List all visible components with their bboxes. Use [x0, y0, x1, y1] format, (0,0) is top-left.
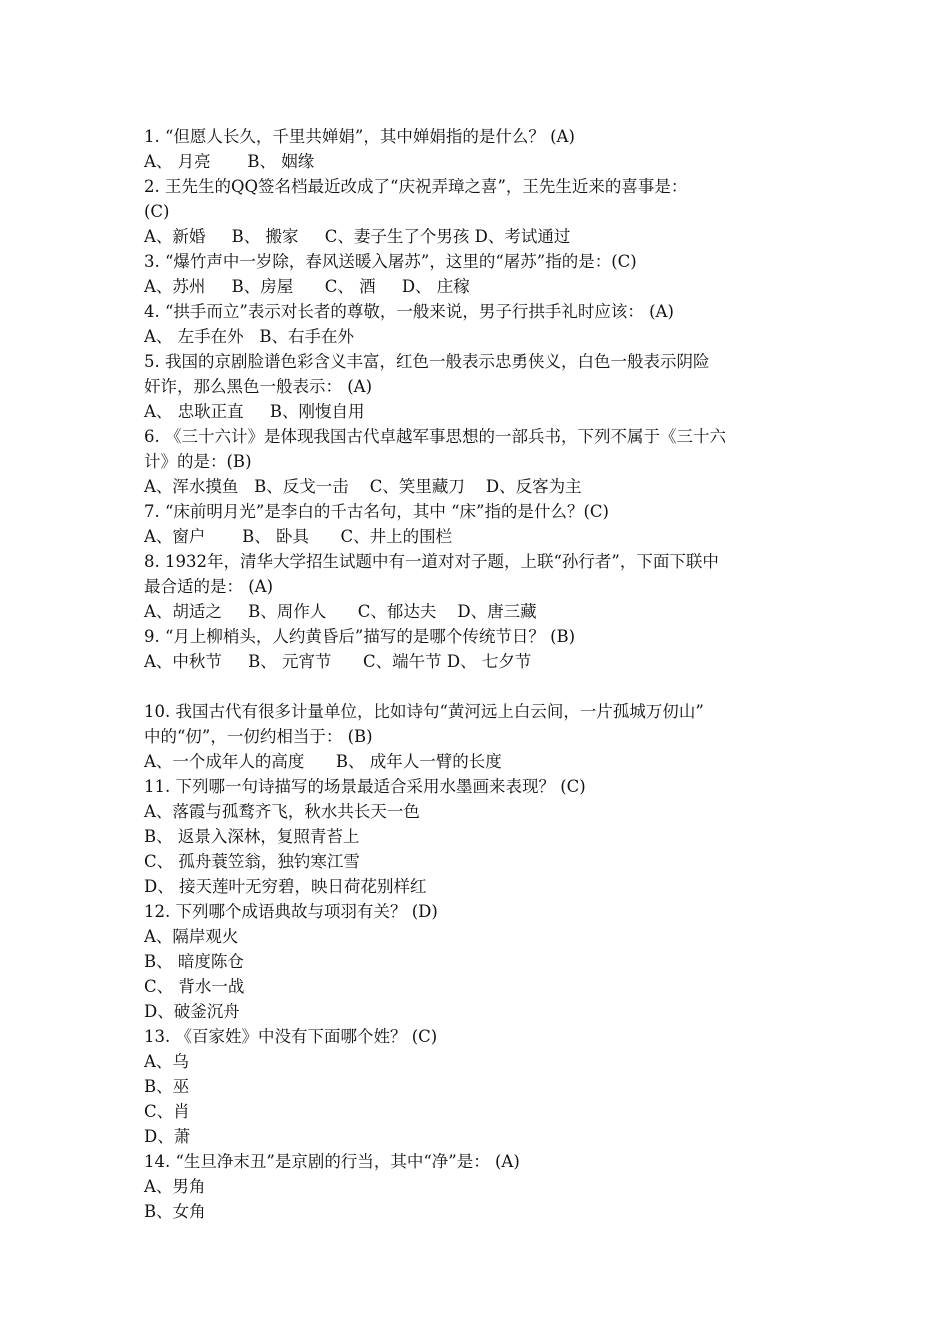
q14-option-b: B、女角 [144, 1202, 206, 1221]
q12-option-a: A、隔岸观火 [144, 927, 239, 946]
q6-question-cont: 计》的是：(B) [144, 452, 252, 471]
q5-options: A、 忠耿正直 B、刚愎自用 [144, 402, 365, 421]
q13-option-a: A、乌 [144, 1052, 189, 1071]
q11-option-d: D、 接天莲叶无穷碧，映日荷花别样红 [144, 877, 427, 896]
q12-option-b: B、 暗度陈仓 [144, 952, 244, 971]
q13-option-b: B、巫 [144, 1077, 190, 1096]
q3-options: A、苏州 B、房屋 C、 酒 D、 庄稼 [144, 277, 470, 296]
q2-question: 2. 王先生的QQ签名档最近改成了“庆祝弄璋之喜”，王先生近来的喜事是： [144, 177, 688, 196]
q14-option-a: A、男角 [144, 1177, 206, 1196]
q10-question: 10. 我国古代有很多计量单位，比如诗句“黄河远上白云间，一片孤城万仞山” [144, 702, 704, 721]
q9-question: 9. “月上柳梢头，人约黄昏后”描写的是哪个传统节日？ (B) [144, 627, 576, 646]
q10-question-cont: 中的“仞”，一仞约相当于： (B) [144, 727, 373, 746]
q12-option-d: D、破釜沉舟 [144, 1002, 240, 1021]
q8-question-cont: 最合适的是： (A) [144, 577, 274, 596]
q9-options: A、中秋节 B、 元宵节 C、端午节 D、 七夕节 [144, 652, 532, 671]
q11-option-a: A、落霞与孤鹜齐飞，秋水共长天一色 [144, 802, 420, 821]
q1-question: 1. “但愿人长久，千里共婵娟”，其中婵娟指的是什么？ (A) [144, 127, 575, 146]
q13-option-d: D、萧 [144, 1127, 191, 1146]
q12-option-c: C、 背水一战 [144, 977, 245, 996]
q13-option-c: C、肖 [144, 1102, 190, 1121]
quiz-document [144, 124, 814, 1224]
q12-question: 12. 下列哪个成语典故与项羽有关？ (D) [144, 902, 438, 921]
q8-question: 8. 1932年，清华大学招生试题中有一道对对子题，上联“孙行者”，下面下联中 [144, 552, 719, 571]
q6-options: A、浑水摸鱼 B、反戈一击 C、笑里藏刀 D、反客为主 [144, 477, 582, 496]
q13-question: 13. 《百家姓》中没有下面哪个姓？ (C) [144, 1027, 438, 1046]
q11-option-c: C、 孤舟蓑笠翁，独钓寒江雪 [144, 852, 360, 871]
q8-options: A、胡适之 B、周作人 C、郁达夫 D、唐三藏 [144, 602, 537, 621]
q5-question: 5. 我国的京剧脸谱色彩含义丰富，红色一般表示忠勇侠义，白色一般表示阴险 [144, 352, 710, 371]
q5-question-cont: 奸诈，那么黑色一般表示： (A) [144, 377, 373, 396]
blank-line [144, 674, 814, 699]
q11-option-b: B、 返景入深林，复照青苔上 [144, 827, 360, 846]
q4-question: 4. “拱手而立”表示对长者的尊敬，一般来说，男子行拱手礼时应该： (A) [144, 302, 674, 321]
q7-options: A、窗户 B、 卧具 C、井上的围栏 [144, 527, 453, 546]
q6-question: 6. 《三十六计》是体现我国古代卓越军事思想的一部兵书，下列不属于《三十六 [144, 427, 726, 446]
q7-question: 7. “床前明月光”是李白的千古名句，其中 “床”指的是什么？(C) [144, 502, 609, 521]
q1-options: A、 月亮 B、 姻缘 [144, 152, 315, 171]
q11-question: 11. 下列哪一句诗描写的场景最适合采用水墨画来表现？ (C) [144, 777, 586, 796]
q2-options: A、新婚 B、 搬家 C、妻子生了个男孩 D、考试通过 [144, 227, 571, 246]
q2-question-answer: (C) [144, 202, 170, 221]
q4-options: A、 左手在外 B、右手在外 [144, 327, 355, 346]
q10-options: A、一个成年人的高度 B、 成年人一臂的长度 [144, 752, 502, 771]
q3-question: 3. “爆竹声中一岁除，春风送暖入屠苏”，这里的“屠苏”指的是：(C) [144, 252, 637, 271]
q14-question: 14. “生旦净末丑”是京剧的行当，其中“净”是： (A) [144, 1152, 520, 1171]
